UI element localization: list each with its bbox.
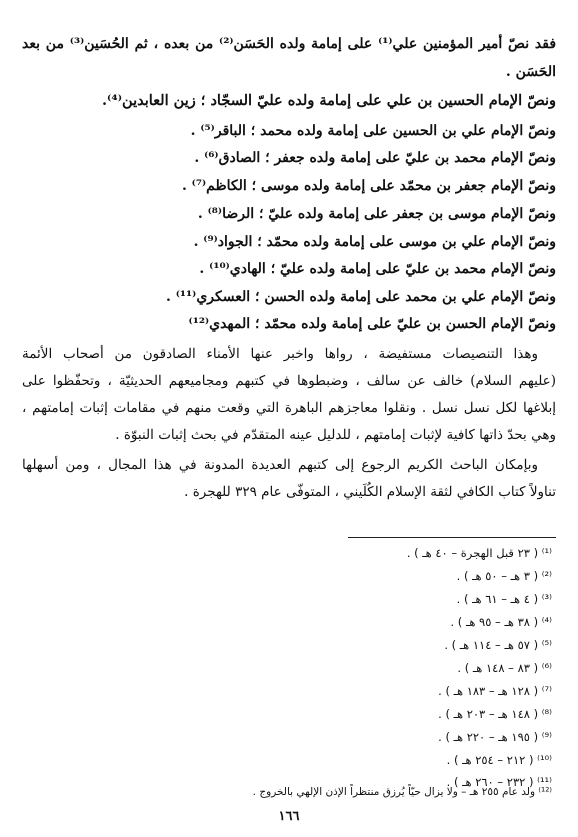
text-line-9: ونصّ الإمام محمد بن عليّ على إمامة ولده عليّ ؛ الهادي⁽¹⁰⁾ .	[199, 261, 556, 277]
footnote-1: ⁽¹⁾ ( ٢٣ قبل الهجرة – ٤٠ هـ ) .	[406, 546, 552, 560]
footnote-9: ⁽⁹⁾ ( ١٩٥ هـ – ٢٢٠ هـ ) .	[438, 730, 552, 744]
footnote-2: ⁽²⁾ ( ٣ هـ – ٥٠ هـ ) .	[456, 569, 552, 583]
text-line-13: (عليهم السلام) خالف عن سالف ، وضبطوها في كتبهم ومجاميعهم الحديثيّة ، وتحفّظوا على	[22, 373, 556, 389]
footnote-separator	[348, 537, 556, 538]
text-line-7: ونصّ الإمام موسى بن جعفر على إمامة ولده عليّ ؛ الرضا⁽⁸⁾ .	[197, 206, 556, 222]
text-line-6: ونصّ الإمام جعفر بن محمّد على إمامة ولده موسى ؛ الكاظم⁽⁷⁾ .	[181, 178, 556, 194]
footnote-8: ⁽⁸⁾ ( ١٤٨ هـ – ٢٠٣ هـ ) .	[438, 707, 552, 721]
text-line-5: ونصّ الإمام محمد بن عليّ على إمامة ولده جعفر ؛ الصادق⁽⁶⁾ .	[194, 150, 556, 166]
footnote-6: ⁽⁶⁾ ( ٨٣ – ١٤٨ هـ ) .	[457, 661, 552, 675]
footnote-12: ⁽¹²⁾ ولد عام ٢٥٥ هـ – ولا يزال حيّاً يُرزق منتظراً الإذن الإلهي بالخروج .	[252, 786, 552, 798]
footnote-5: ⁽⁵⁾ ( ٥٧ هـ – ١١٤ هـ ) .	[444, 638, 552, 652]
text-line-3: ونصّ الإمام الحسين بن علي على إمامة ولده عليّ السجّاد ؛ زين العابدين⁽⁴⁾.	[102, 92, 556, 109]
text-line-12: وهذا التنصيصات مستفيضة ، رواها واخبر عنها الأمناء الصادقون من أصحاب الأئمة	[22, 346, 538, 362]
footnote-3: ⁽³⁾ ( ٤ هـ – ٦١ هـ ) .	[456, 592, 552, 606]
text-line-2: الحَسَن .	[505, 64, 556, 80]
footnote-10: ⁽¹⁰⁾ ( ٢١٢ – ٢٥٤ هـ ) .	[446, 753, 552, 767]
footnote-7: ⁽⁷⁾ ( ١٢٨ هـ – ١٨٣ هـ ) .	[438, 684, 552, 698]
text-line-8: ونصّ الإمام علي بن موسى على إمامة ولده محمّد ؛ الجواد⁽⁹⁾ .	[193, 234, 556, 250]
footnote-4: ⁽⁴⁾ ( ٣٨ هـ – ٩٥ هـ ) .	[450, 615, 552, 629]
text-line-15: وهي بحدّ ذاتها كافية لإثبات إمامتهم ، للدليل عينه المتقدّم في بحث إثبات النبوّة .	[115, 427, 556, 443]
footnote-11: ⁽¹¹⁾ ( ٢٣٢ – ٢٦٠ هـ ) .	[446, 775, 552, 789]
text-line-14: إبلاغها لكل نسل نسل . ونقلوا معاجزهم الباهرة التي وقعت منهم في مقامات إثبات إمامتهم ،	[22, 400, 556, 416]
text-line-4: ونصّ الإمام علي بن الحسين على إمامة ولده محمد ؛ الباقر⁽⁵⁾ .	[190, 123, 556, 139]
page-number: ١٦٦	[278, 809, 300, 824]
text-line-16: وبإمكان الباحث الكريم الرجوع إلى كتبهم العديدة المدونة في هذا المجال ، ومن أسهلها	[22, 457, 538, 473]
text-line-1: فقد نصّ أمير المؤمنين علي⁽¹⁾ على إمامة ولده الحَسَن⁽²⁾ من بعده ، ثم الحُسَين⁽³⁾ من بعد	[22, 36, 557, 52]
text-line-17: تناولاً كتاب الكافي لثقة الإسلام الكُلَيني ، المتوفّى عام ٣٢٩ للهجرة .	[184, 484, 556, 500]
text-line-10: ونصّ الإمام علي بن محمد على إمامة ولده الحسن ؛ العسكري⁽¹¹⁾ .	[165, 289, 556, 305]
text-line-11: ونصّ الإمام الحسن بن عليّ على إمامة ولده محمّد ؛ المهدي⁽¹²⁾	[188, 316, 556, 332]
